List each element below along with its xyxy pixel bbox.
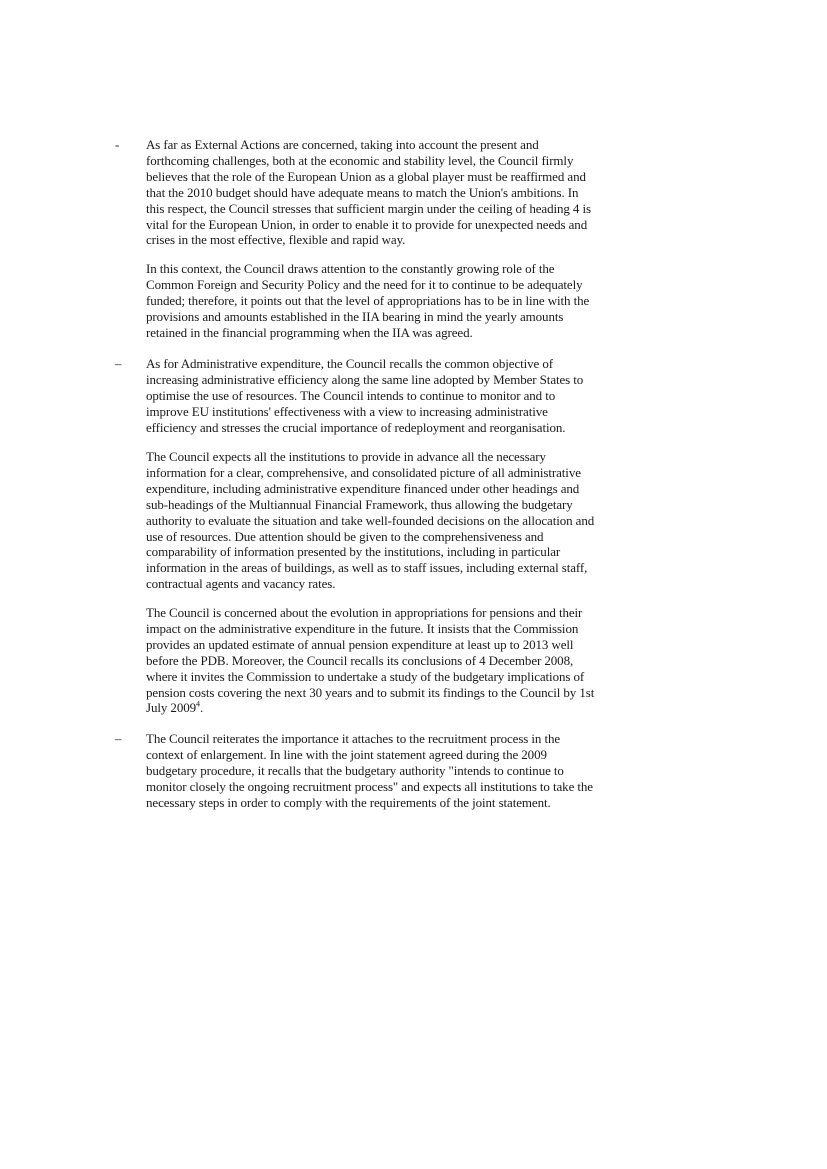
paragraph-cfsp [146,261,622,341]
text-line: comparability of information presented by the institutions, including in particular [146,544,561,560]
list-dash: - [115,137,120,152]
paragraph-administrative-efficiency [146,356,622,436]
text-line: believes that the role of the European Union as a global player must be reaffirmed and [146,168,586,184]
text-line: retained in the financial programming when the IIA was agreed. [146,324,473,340]
text-line: provisions and amounts established in the IIA bearing in mind the yearly amounts [146,308,564,324]
text-line: necessary steps in order to comply with the requirements of the joint statement. [146,794,551,810]
list-dash: – [115,731,122,746]
text-line: context of enlargement. In line with the joint statement agreed during the 2009 [146,746,547,762]
text-fragment: . [199,700,204,716]
text-line: that the 2010 budget should have adequate means to match the Union's ambitions. In [146,184,579,200]
text-line: As far as External Actions are concerned, taking into account the present and [146,137,539,152]
text-line-with-footnote [146,700,622,716]
text-line: Common Foreign and Security Policy and the need for it to continue to be adequately [146,276,583,292]
text-line: funded; therefore, it points out that the level of appropriations has to be in line with the [146,292,590,308]
text-line: pension costs covering the next 30 years and to submit its findings to the Council by 1st [146,684,595,700]
paragraph-recruitment [146,731,622,811]
text-line: forthcoming challenges, both at the economic and stability level, the Council firmly [146,152,574,168]
text-line: budgetary procedure, it recalls that the budgetary authority "intends to continue to [146,762,564,778]
text-line: information for a clear, comprehensive, and consolidated picture of all administrative [146,464,581,480]
text-line: The Council is concerned about the evolution in appropriations for pensions and their [146,605,583,620]
text-line: In this context, the Council draws attention to the constantly growing role of the [146,261,555,276]
text-line: sub-headings of the Multiannual Financial Framework, thus allowing the budgetary [146,496,573,512]
text-line: increasing administrative efficiency along the same line adopted by Member States to [146,371,584,387]
text-line: expenditure, including administrative expenditure financed under other headings and [146,480,580,496]
text-fragment: July 2009 [146,700,197,716]
text-line: provides an updated estimate of annual pension expenditure at least up to 2013 well [146,636,574,652]
paragraph-pensions [146,605,622,716]
text-line: information in the areas of buildings, as well as to staff issues, including external staff, [146,560,588,576]
text-line: vital for the European Union, in order to enable it to provide for unexpected needs and [146,216,588,232]
text-line: authority to evaluate the situation and take well-founded decisions on the allocation and [146,512,595,528]
text-line: As for Administrative expenditure, the Council recalls the common objective of [146,356,554,371]
text-line: monitor closely the ongoing recruitment process" and expects all institutions to take the [146,778,593,794]
text-line: The Council expects all the institutions to provide in advance all the necessary [146,449,546,464]
text-line: impact on the administrative expenditure in the future. It insists that the Commission [146,620,579,636]
text-line: contractual agents and vacancy rates. [146,576,336,592]
text-line: where it invites the Commission to undertake a study of the budgetary implications of [146,668,585,684]
text-line: efficiency and stresses the crucial importance of redeployment and reorganisation. [146,419,566,435]
paragraph-institutions-information [146,449,622,592]
list-dash: – [115,356,122,371]
text-line: crises in the most effective, flexible and rapid way. [146,232,406,248]
text-line: The Council reiterates the importance it attaches to the recruitment process in the [146,731,561,746]
footnote-reference[interactable]: 4 [196,700,200,710]
text-line: use of resources. Due attention should be given to the comprehensiveness and [146,528,544,544]
text-line: before the PDB. Moreover, the Council recalls its conclusions of 4 December 2008, [146,652,574,668]
text-line: improve EU institutions' effectiveness with a view to increasing administrative [146,403,548,419]
text-line: this respect, the Council stresses that sufficient margin under the ceiling of heading 4 is [146,200,591,216]
text-line: optimise the use of resources. The Council intends to continue to monitor and to [146,387,556,403]
paragraph-external-actions [146,137,622,248]
